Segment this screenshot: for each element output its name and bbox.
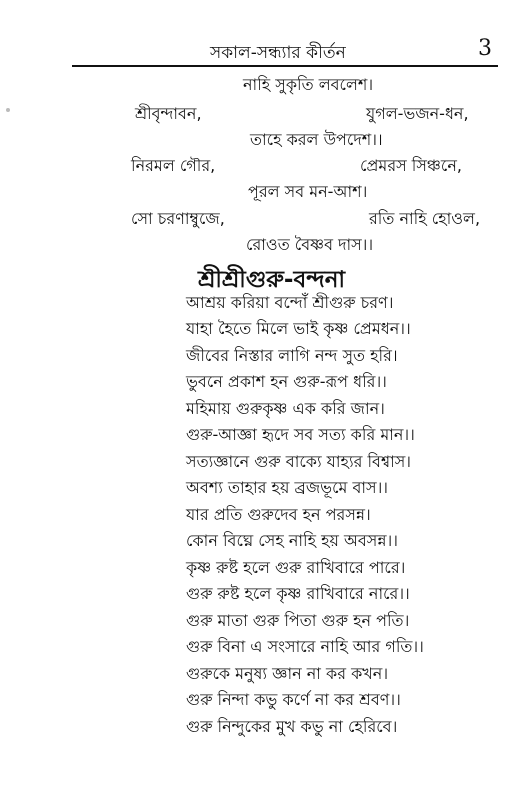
verse-line: ভুবনে প্রকাশ হন গুরু-রূপ ধরি।। [186, 372, 387, 391]
verse-line: মহিমায় গুরুকৃষ্ণ এক করি জান। [186, 399, 385, 418]
verse-line: যাহা হৈতে মিলে ভাই কৃষ্ণ প্রেমধন।। [186, 319, 411, 338]
verse-line: গুরু মাতা গুরু পিতা গুরু হন পতি। [186, 611, 410, 630]
verse-line: শ্রীবৃন্দাবন, [135, 104, 202, 123]
section-title: শ্রীশ্রীগুরু-বন্দনা [198, 267, 346, 293]
verse-line: গুরু নিন্দা কভু কর্ণে না কর শ্রবণ।। [186, 690, 401, 709]
verse-line: প্রেমরস সিঞ্চনে, [360, 156, 462, 175]
verse-line: নাহি সুকৃতি লবলেশ। [243, 75, 374, 94]
verse-line: জীবের নিস্তার লাগি নন্দ সুত হরি। [186, 346, 398, 365]
page-number: 3 [478, 36, 492, 61]
verse-line: গুরু নিন্দুকের মুখ কভু না হেরিবে। [186, 717, 398, 736]
verse-line: যার প্রতি গুরুদেব হন পরসন্ন। [186, 505, 371, 524]
verse-line: গুরু-আজ্ঞা হৃদে সব সত্য করি মান।। [186, 425, 415, 444]
verse-line: গুরু বিনা এ সংসারে নাহি আর গতি।। [186, 637, 424, 656]
verse-line: কোন বিঘ্নে সেহ নাহি হয় অবসন্ন।। [186, 531, 398, 550]
verse-line: কৃষ্ণ রুষ্ট হলে গুরু রাখিবারে পারে। [186, 558, 406, 577]
verse-line: যুগল-ভজন-ধন, [366, 104, 469, 123]
verse-line: তাহে করল উপদেশ।। [250, 130, 383, 149]
verse-line: গুরুকে মনুষ্য জ্ঞান না কর কখন। [186, 664, 389, 683]
running-header-title: সকাল-সন্ধ্যার কীর্তন [210, 43, 346, 63]
header-rule [72, 65, 498, 67]
verse-line: সত্যজ্ঞানে গুরু বাক্যে যাহ্যর বিশ্বাস। [186, 452, 412, 471]
verse-line: সো চরণাম্বুজে, [131, 209, 225, 228]
margin-mark [6, 108, 10, 112]
verse-line: গুরু রুষ্ট হলে কৃষ্ণ রাখিবারে নারে।। [186, 584, 410, 603]
verse-line: নিরমল গৌর, [131, 156, 216, 175]
verse-line: পূরল সব মন-আশ। [248, 182, 368, 201]
verse-line: রোওত বৈষ্ণব দাস।। [246, 235, 374, 254]
verse-line: অবশ্য তাহার হয় ব্রজভূমে বাস।। [186, 478, 389, 497]
verse-line: রতি নাহি হোওল, [369, 209, 481, 228]
verse-line: আশ্রয় করিয়া বন্দোঁ শ্রীগুরু চরণ। [186, 293, 394, 312]
